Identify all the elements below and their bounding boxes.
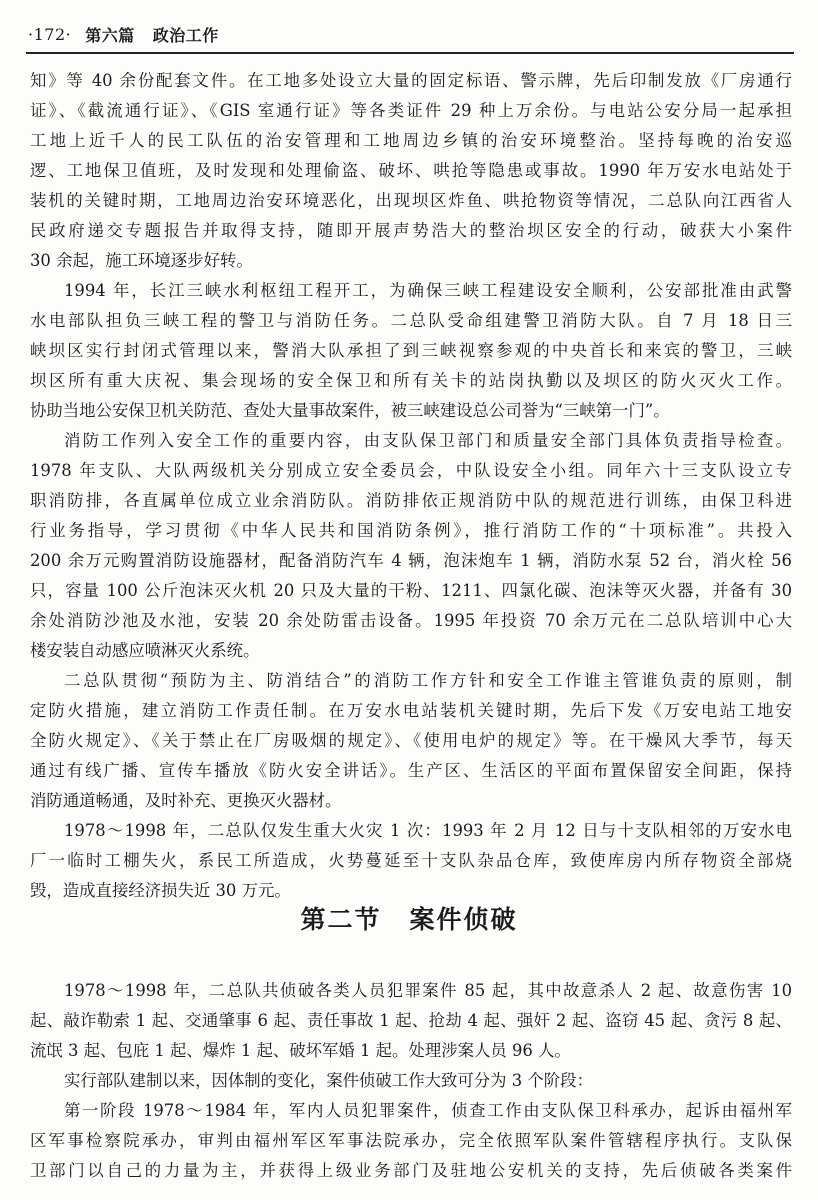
text-line: 水电部队担负三峡工程的警卫与消防任务。二总队受命组建警卫消防大队。自 7 月 18 日三 [30, 311, 792, 330]
text-line: 起、敲诈勒索 1 起、交通肇事 6 起、责任事故 1 起、抢劫 4 起、强奸 2 起、盗窃 45 起、贪污 8 起、 [30, 1011, 792, 1030]
text-line: 民政府递交专题报告并取得支持，随即开展声势浩大的整治坝区安全的行动，破获大小案件 [30, 221, 792, 240]
text-line: 定防火措施，建立消防工作责任制。在万安水电站装机关键时期，先后下发《万安电站工地安 [30, 701, 792, 720]
page-number: ·172· [28, 24, 72, 44]
text-line: 毁，造成直接经济损失近 30 万元。 [30, 881, 291, 900]
running-header [28, 20, 792, 48]
text-line: 逻、工地保卫值班，及时发现和处理偷盗、破坏、哄抢等隐患或事故。1990 年万安水电站处于 [30, 161, 792, 180]
text-line: 流氓 3 起、包庇 1 起、爆炸 1 起、破坏军婚 1 起。处理涉案人员 96 人。 [30, 1041, 571, 1060]
text-line: 行业务指导，学习贯彻《中华人民共和国消防条例》，推行消防工作的“十项标准”。共投入 [30, 521, 792, 540]
text-line: 消防工作列入安全工作的重要内容，由支队保卫部门和质量安全部门具体负责指导检查。 [64, 431, 792, 450]
text-line: 只，容量 100 公斤泡沫灭火机 20 只及大量的干粉、1211、四氯化碳、泡沫等灭火器，并备有 30 [30, 581, 792, 600]
text-line: 通过有线广播、宣传车播放《防火安全讲话》。生产区、生活区的平面布置保留安全间距，保持 [30, 761, 792, 780]
header-divider [26, 52, 794, 54]
text-line: 第一阶段 1978～1984 年，军内人员犯罪案件，侦查工作由支队保卫科承办，起诉由福州军 [64, 1101, 792, 1120]
text-line: 峡坝区实行封闭式管理以来，警消大队承担了到三峡视察参观的中央首长和来宾的警卫，三峡 [30, 341, 792, 360]
part-number: 第六篇 [85, 25, 135, 45]
text-line: 1994 年，长江三峡水利枢纽工程开工，为确保三峡工程建设安全顺利，公安部批准由武警 [64, 281, 792, 300]
text-line: 协助当地公安保卫机关防范、查处大量事故案件，被三峡建设总公司誉为“三峡第一门”。 [30, 401, 670, 420]
body-text-top [30, 66, 792, 906]
text-line: 实行部队建制以来，因体制的变化，案件侦破工作大致可分为 3 个阶段： [64, 1071, 593, 1090]
text-line: 证》、《截流通行证》、《GIS 室通行证》等各类证件 29 种上万余份。与电站公安分局一起承担 [30, 101, 792, 120]
text-line: 职消防排，各直属单位成立业余消防队。消防排依正规消防中队的规范进行训练，由保卫科进 [30, 491, 792, 510]
text-line: 1978 年支队、大队两级机关分别成立安全委员会，中队设安全小组。同年六十三支队设立专 [30, 461, 792, 480]
text-line: 知》等 40 余份配套文件。在工地多处设立大量的固定标语、警示牌，先后印制发放《厂房通行 [30, 71, 792, 90]
text-line: 1978～1998 年，二总队仅发生重大火灾 1 次：1993 年 2 月 12 日与十支队相邻的万安水电 [64, 821, 792, 840]
text-line: 装机的关键时期，工地周边治安环境恶化，出现坝区炸鱼、哄抢物资等情况，二总队向江西省人 [30, 191, 792, 210]
text-line: 30 余起，施工环境逐步好转。 [30, 251, 253, 270]
text-line: 工地上近千人的民工队伍的治安管理和工地周边乡镇的治安环境整治。坚持每晚的治安巡 [30, 131, 792, 150]
section-heading [0, 900, 818, 936]
text-line: 200 余万元购置消防设施器材，配备消防汽车 4 辆，泡沫炮车 1 辆，消防水泵 52 台，消火栓 56 [30, 551, 792, 570]
text-line: 楼安装自动感应喷淋灭火系统。 [30, 641, 260, 660]
text-line: 坝区所有重大庆祝、集会现场的安全保卫和所有关卡的站岗执勤以及坝区的防火灭火工作。 [30, 371, 792, 390]
text-line: 消防通道畅通，及时补充、更换灭火器材。 [30, 791, 342, 810]
section-number: 第二节 [300, 905, 382, 934]
text-line: 1978～1998 年，二总队共侦破各类人员犯罪案件 85 起，其中故意杀人 2 起、故意伤害 10 [64, 981, 792, 1000]
text-line: 二总队贯彻“预防为主、防消结合”的消防工作方针和安全工作谁主管谁负责的原则，制 [64, 671, 792, 690]
text-line: 厂一临时工棚失火，系民工所造成，火势蔓延至十支队杂品仓库，致使库房内所存物资全部烧 [30, 851, 792, 870]
text-line: 余处消防沙池及水池，安装 20 余处防雷击设备。1995 年投资 70 余万元在二总队培训中心大 [30, 611, 792, 630]
section-title: 案件侦破 [409, 905, 518, 934]
text-line: 区军事检察院承办，审判由福州军区军事法院承办，完全依照军队案件管辖程序执行。支队保 [30, 1131, 792, 1150]
text-line: 全防火规定》、《关于禁止在厂房吸烟的规定》、《使用电炉的规定》等。在干燥风大季节，每天 [30, 731, 792, 750]
body-text-bottom [30, 976, 792, 1186]
text-line: 卫部门以自己的力量为主，并获得上级业务部门及驻地公安机关的支持，先后侦破各类案件 [30, 1161, 792, 1180]
part-title: 政治工作 [152, 25, 219, 45]
